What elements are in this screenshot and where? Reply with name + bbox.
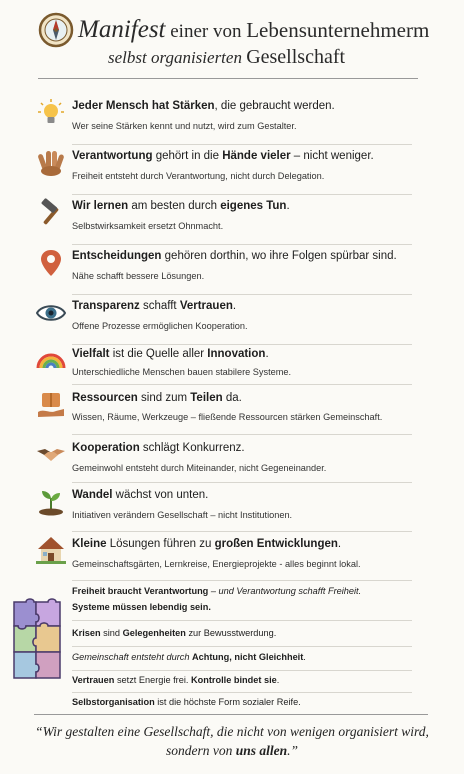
divider xyxy=(72,692,412,693)
principle-title: Wir lernen am besten durch eigenes Tun. xyxy=(72,200,290,212)
principle-title: Transparenz schafft Vertrauen. xyxy=(72,300,237,312)
principle-desc: Gemeinwohl entsteht durch Miteinander, nicht Gegeneinander. xyxy=(72,463,327,473)
rainbow-icon xyxy=(36,346,66,376)
subtitle-italic: selbst organisierten xyxy=(108,48,247,67)
divider xyxy=(72,670,412,671)
lightbulb-icon xyxy=(36,98,66,128)
hammer-icon xyxy=(36,198,66,228)
statement-item xyxy=(0,648,464,672)
statement-item xyxy=(0,694,464,714)
divider xyxy=(72,580,412,581)
statement-text: Vertrauen setzt Energie frei. Kontrolle bindet sie. xyxy=(72,675,280,685)
title-mid: einer von xyxy=(165,21,247,42)
footer-divider xyxy=(34,714,428,715)
statement-text: Gemeinschaft entsteht durch Achtung, nicht Gleichheit. xyxy=(72,652,306,662)
principle-title: Kooperation schlägt Konkurrenz. xyxy=(72,442,245,454)
statement-text: Freiheit braucht Verantwortung – und Verantwortung schafft Freiheit. xyxy=(72,586,362,596)
statement-item xyxy=(0,584,464,622)
principle-title: Ressourcen sind zum Teilen da. xyxy=(72,392,242,404)
principle-item xyxy=(0,146,464,196)
statement-item xyxy=(0,672,464,694)
handshake-icon xyxy=(36,439,66,469)
principle-item xyxy=(0,96,464,146)
divider xyxy=(72,144,412,145)
box-hand-icon xyxy=(36,390,66,420)
subtitle-word: Gesellschaft xyxy=(246,46,346,68)
principle-desc: Wer seine Stärken kennt und nutzt, wird zum Gestalter. xyxy=(72,121,297,131)
page-subtitle xyxy=(108,46,428,69)
principle-title: Entscheidungen gehören dorthin, wo ihre Folgen spürbar sind. xyxy=(72,250,397,262)
principle-desc: Offene Prozesse ermöglichen Kooperation. xyxy=(72,321,248,331)
header-divider xyxy=(38,78,418,79)
eye-icon xyxy=(36,298,66,328)
principle-item xyxy=(0,246,464,296)
divider xyxy=(72,194,412,195)
divider xyxy=(72,646,412,647)
principle-desc: Freiheit entsteht durch Verantwortung, nicht durch Delegation. xyxy=(72,171,325,181)
principle-item xyxy=(0,533,464,581)
title-word: Lebensunternehmerm xyxy=(246,18,430,42)
principle-item xyxy=(0,296,464,346)
sprout-icon xyxy=(36,486,66,516)
statement-text: Selbstorganisation ist die höchste Form sozialer Reife. xyxy=(72,697,301,707)
principle-desc: Initiativen verändern Gesellschaft – nicht Institutionen. xyxy=(72,510,293,520)
principle-title: Wandel wächst von unten. xyxy=(72,489,209,501)
principle-desc: Gemeinschaftsgärten, Lernkreise, Energieprojekte - alles beginnt lokal. xyxy=(72,559,361,569)
statement-text: Systeme müssen lebendig sein. xyxy=(72,602,211,612)
divider xyxy=(72,294,412,295)
principle-desc: Wissen, Räume, Werkzeuge – fließende Ressourcen stärken Gemeinschaft. xyxy=(72,412,383,422)
page-title xyxy=(78,16,458,44)
closing-quote xyxy=(0,722,464,760)
principle-item xyxy=(0,387,464,435)
principle-desc: Nähe schafft bessere Lösungen. xyxy=(72,271,205,281)
divider xyxy=(72,482,412,483)
header xyxy=(0,0,464,80)
divider xyxy=(72,620,412,621)
principle-title: Verantwortung gehört in die Hände vieler – nicht weniger. xyxy=(72,150,374,162)
divider xyxy=(72,531,412,532)
statement-text: Krisen sind Gelegenheiten zur Bewusstwerdung. xyxy=(72,628,277,638)
divider xyxy=(72,434,412,435)
title-manifest: Manifest xyxy=(78,16,166,43)
compass-icon xyxy=(38,12,74,48)
puzzle-icon xyxy=(12,598,62,680)
divider xyxy=(72,384,412,385)
principle-title: Jeder Mensch hat Stärken, die gebraucht werden. xyxy=(72,100,335,112)
principle-item xyxy=(0,196,464,246)
quote-line-1: “Wir gestalten eine Gesellschaft, die nicht von wenigen organisiert wird, xyxy=(35,724,429,739)
house-icon xyxy=(36,535,66,565)
location-pin-icon xyxy=(36,248,66,278)
principle-item xyxy=(0,437,464,483)
divider xyxy=(72,244,412,245)
hands-icon xyxy=(36,148,66,178)
principle-item xyxy=(0,346,464,386)
divider xyxy=(72,344,412,345)
principle-title: Kleine Lösungen führen zu großen Entwicklungen. xyxy=(72,538,342,550)
principle-item xyxy=(0,484,464,532)
principle-desc: Unterschiedliche Menschen bauen stabilere Systeme. xyxy=(72,367,292,377)
principle-desc: Selbstwirksamkeit ersetzt Ohnmacht. xyxy=(72,221,224,231)
principle-title: Vielfalt ist die Quelle aller Innovation. xyxy=(72,348,269,360)
statement-item xyxy=(0,624,464,648)
quote-line-2: sondern von uns allen.” xyxy=(165,743,299,758)
